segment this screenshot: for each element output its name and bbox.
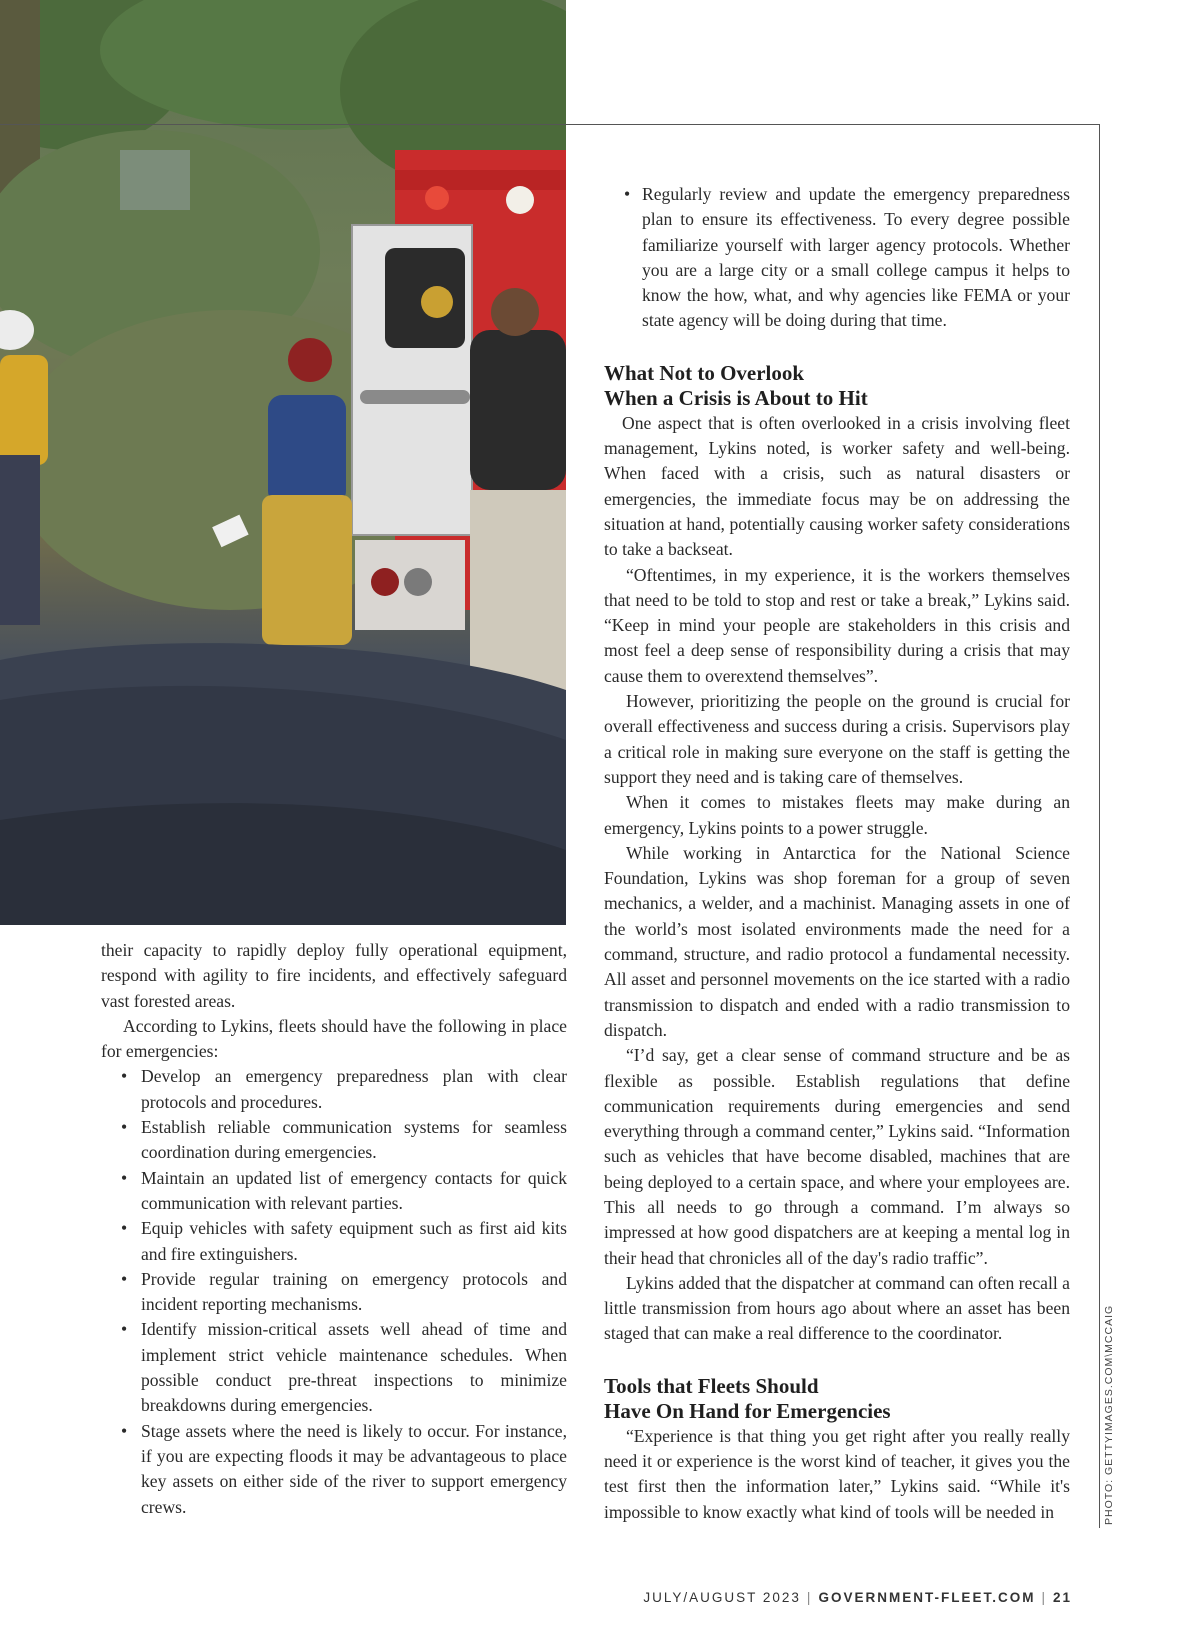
article-photo [0, 0, 566, 925]
issue-date: JULY/AUGUST 2023 [643, 1590, 801, 1605]
intro-paragraph: their capacity to rapidly deploy fully operational equipment, respond with agility to fire incidents, and effectively safeguard vast forested areas. [101, 940, 567, 1011]
page-number: 21 [1052, 1590, 1072, 1605]
list-item: • Provide regular training on emergency protocols and incident reporting mechanisms. [101, 1267, 567, 1318]
heading-line: What Not to Overlook [604, 360, 805, 385]
list-item: • Maintain an updated list of emergency contacts for quick communication with relevant parties. [101, 1166, 567, 1217]
body-paragraph: “Experience is that thing you get right after you really really need it or experience is the worst kind of teacher, it gives you the test first then the information later,” Lykins said. “While it's impossible to know exactly what kind of tools will be needed in [604, 1425, 1070, 1522]
body-paragraph: While working in Antarctica for the National Science Foundation, Lykins was shop foreman for a group of seven mechanics, a welder, and a machinist. Managing assets in one of the world’s most isolated environments made the need for a command, structure, and radio protocol a fundamental necessity. All asset and personnel movements on the ice started with a radio transmission to dispatch and ended with a radio transmission to dispatch. [604, 842, 1070, 1040]
body-paragraph: “Oftentimes, in my experience, it is the workers themselves that need to be told to stop and rest or take a break,” Lykins said. “Keep in mind your people are stakeholders in this crisis and most feel a deep sense of responsibility during a crisis that may cause them to overextend themselves”. [604, 564, 1070, 686]
list-item: • Identify mission-critical assets well ahead of time and implement strict vehicle maintenance schedules. When possible conduct pre-threat inspections to minimize breakdowns during emergencies. [101, 1317, 567, 1418]
list-item: • Develop an emergency preparedness plan with clear protocols and procedures. [101, 1064, 567, 1115]
section-heading-overlook [604, 361, 1070, 411]
body-paragraph: Lykins added that the dispatcher at command can often recall a little transmission from hours ago about where an asset has been staged that can make a real difference to the coordinator. [604, 1272, 1070, 1344]
site-name: GOVERNMENT-FLEET.COM [818, 1590, 1036, 1605]
lead-paragraph: According to Lykins, fleets should have the following in place for emergencies: [101, 1015, 567, 1062]
photo-credit: PHOTO: GETTYIMAGES.COM\MCCAIG [1103, 1304, 1115, 1525]
list-item: • Regularly review and update the emergency preparedness plan to ensure its effectiveness. To every degree possible familiarize yourself with larger agency protocols. Whether you are a large city or a small college campus it helps to know the how, what, and why agencies like FEMA or your state agency will be doing during that time. [604, 182, 1070, 334]
body-paragraph: One aspect that is often overlooked in a crisis involving fleet management, Lykins noted, is worker safety and well-being. When faced with a crisis, such as natural disasters or emergencies, the immediate focus may be on addressing the situation at hand, potentially causing worker safety considerations to take a backseat. [604, 412, 1070, 560]
left-column [101, 938, 567, 1520]
section-heading-tools [604, 1374, 1070, 1424]
body-paragraph: However, prioritizing the people on the ground is crucial for overall effectiveness and success during a crisis. Supervisors play a critical role in making sure everyone on the staff is getting the support they need and is taking care of themselves. [604, 691, 1070, 787]
frame-right-rule [1099, 124, 1100, 1528]
body-paragraph: When it comes to mistakes fleets may make during an emergency, Lykins points to a power struggle. [604, 792, 1070, 838]
list-item: • Stage assets where the need is likely to occur. For instance, if you are expecting floods it may be advantageous to place key assets on either side of the river to support emergency crews. [101, 1419, 567, 1520]
heading-line: When a Crisis is About to Hit [604, 385, 868, 410]
list-item: • Establish reliable communication systems for seamless coordination during emergencies. [101, 1115, 567, 1166]
heading-line: Tools that Fleets Should [604, 1373, 819, 1398]
photo-illustration [0, 0, 566, 925]
right-column [604, 182, 1070, 1525]
list-item: • Equip vehicles with safety equipment such as first aid kits and fire extinguishers. [101, 1216, 567, 1267]
continued-list [604, 182, 1070, 334]
body-paragraph: “I’d say, get a clear sense of command structure and be as flexible as possible. Establish regulations that define communication requirements during emergencies and send everything through a command center,” Lykins said. “Information such as vehicles that have become disabled, machines that are being deployed to a certain space, and where your employees are. This all needs to go through a command. I’m always so impressed at how good dispatchers are at keeping a mental log in their head that chronicles all of the day's radio traffic”. [604, 1045, 1070, 1268]
frame-top-rule [0, 124, 1100, 125]
page-footer: JULY/AUGUST 2023 | GOVERNMENT-FLEET.COM | 21 [643, 1590, 1072, 1605]
heading-line: Have On Hand for Emergencies [604, 1398, 891, 1423]
preparedness-list [101, 1064, 567, 1519]
